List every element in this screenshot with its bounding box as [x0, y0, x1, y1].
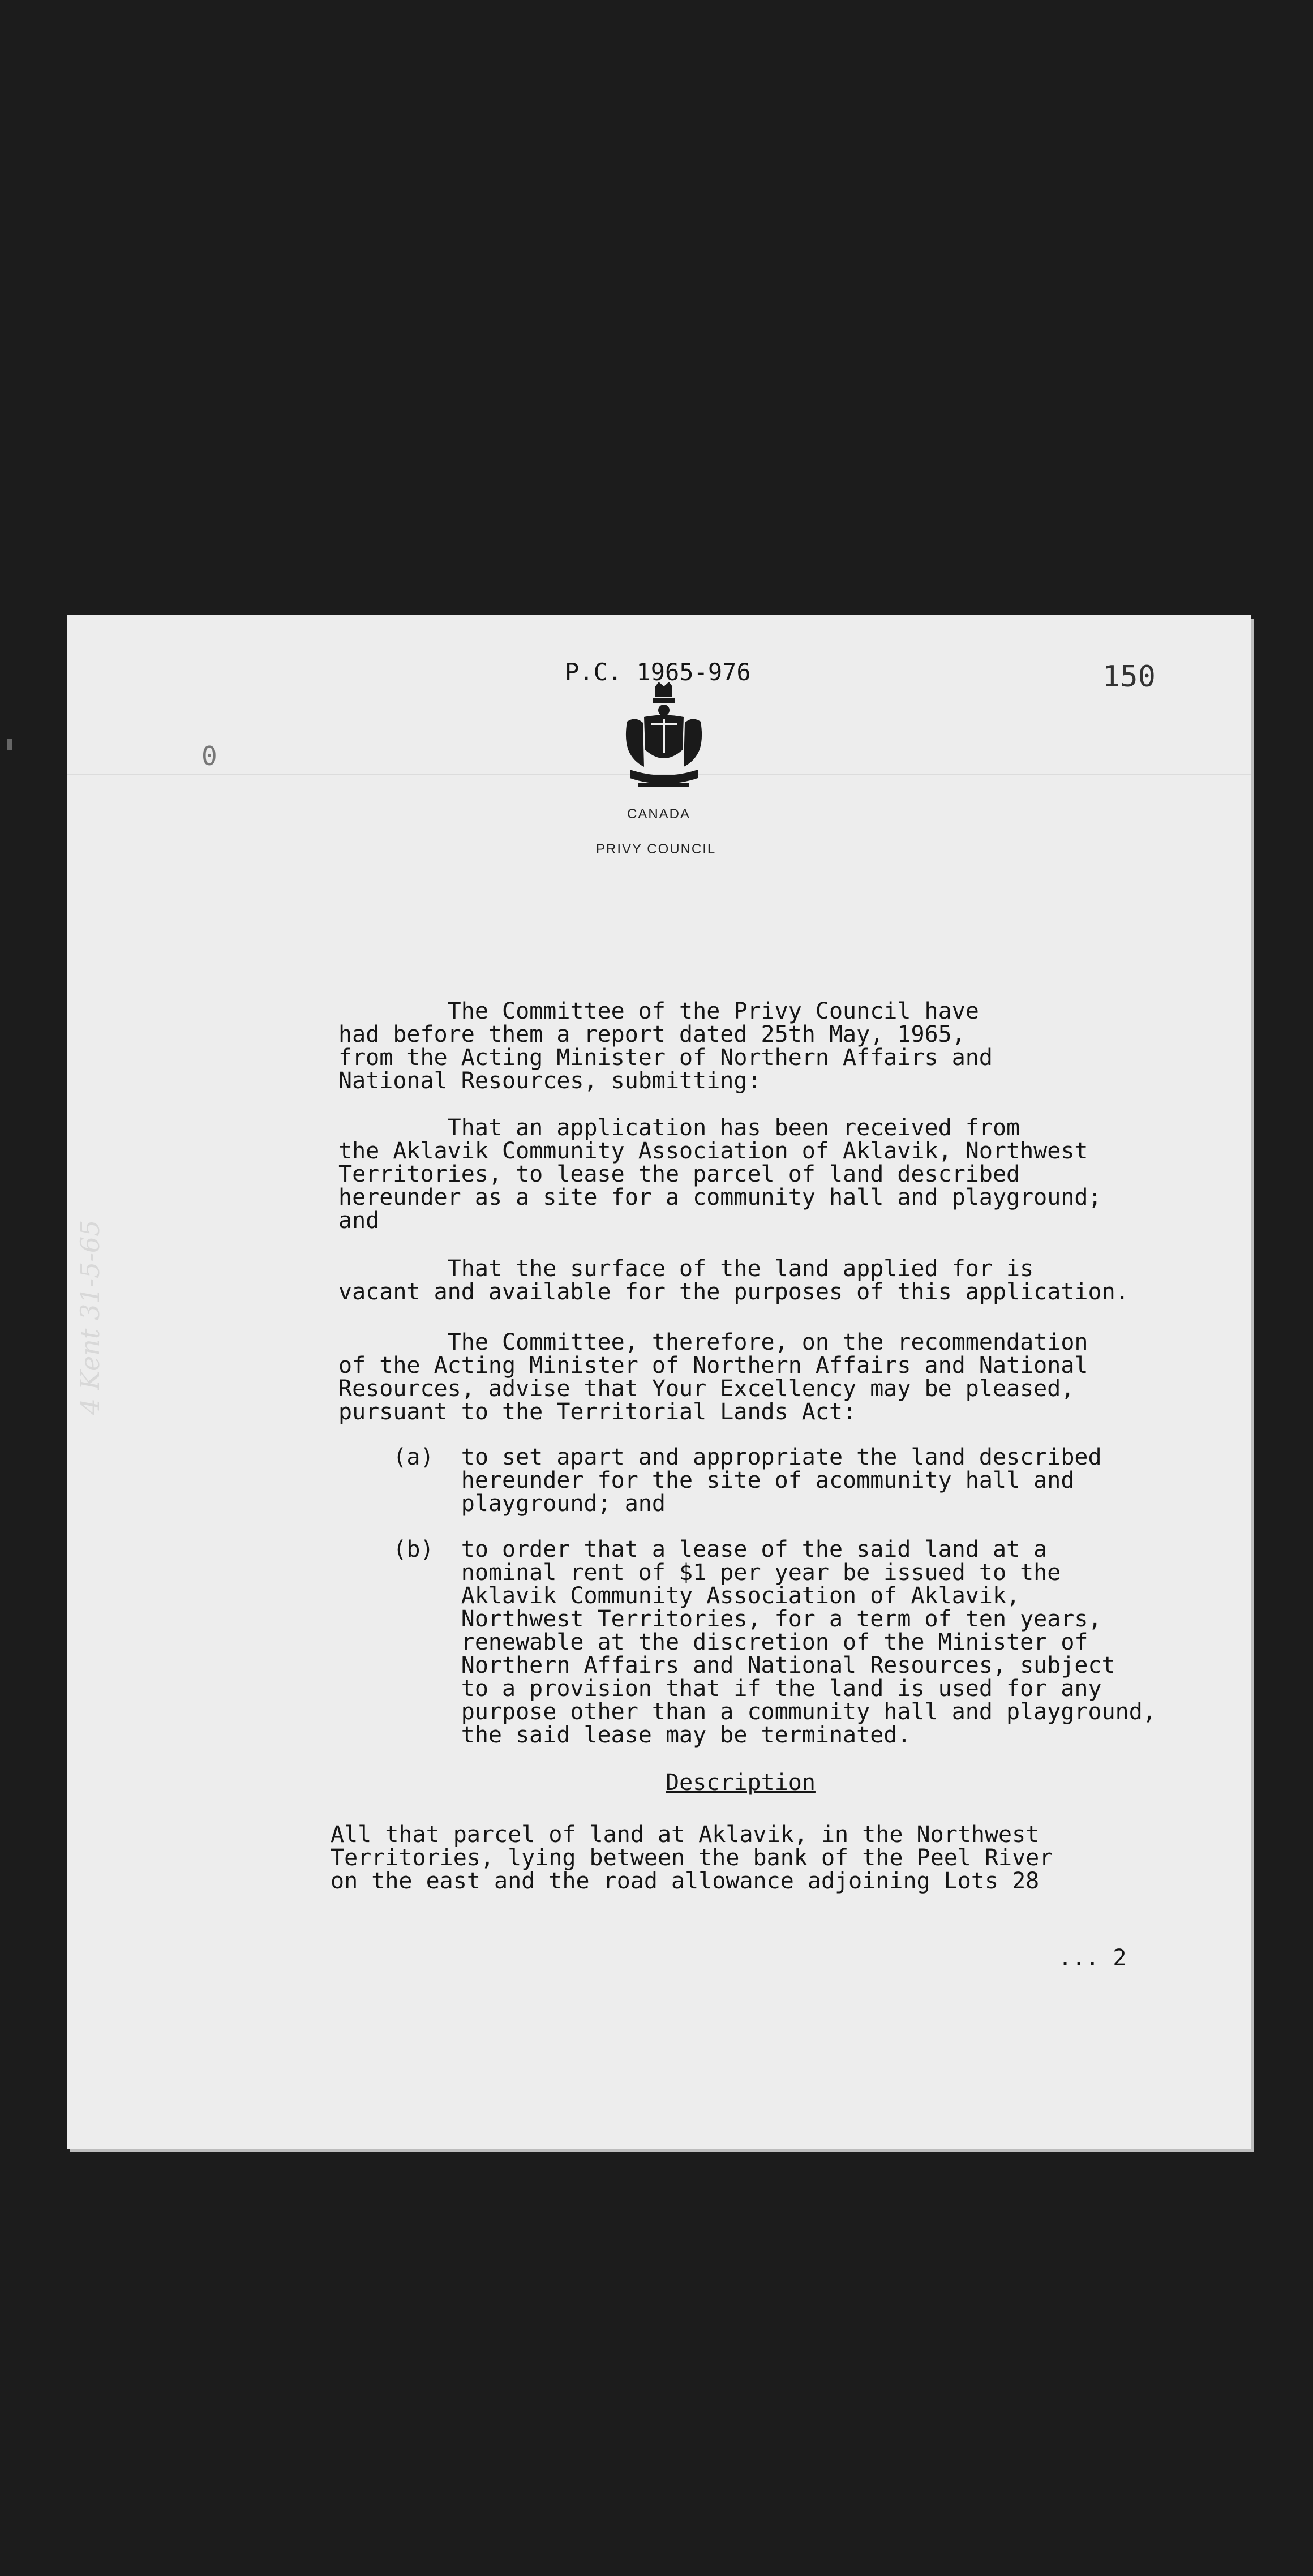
order-number: P.C. 1965-976: [565, 658, 751, 686]
coat-of-arms-icon: [621, 682, 706, 795]
paragraph-recommendation: The Committee, therefore, on the recommendation of the Acting Minister of Northern Affairs and National Resources, advise that Your Excellency may be pleased, pursuant to the Territorial Lands Act:: [338, 1329, 1088, 1425]
handwritten-margin-note: 4 Kent 31-5-65: [75, 1220, 105, 1415]
paragraph-surface: That the surface of the land applied for is vacant and available for the purposes of this application.: [338, 1256, 1129, 1305]
page-number: 150: [1102, 660, 1156, 694]
document-page: [67, 615, 1251, 2149]
clause-a: (a) to set apart and appropriate the land described hereunder for the site of acommunity hall and playground; and: [393, 1444, 1102, 1517]
paragraph-application: That an application has been received from the Aklavik Community Association of Aklavik, Northwest Territories, to lease the parcel of land described hereunder as a site for a community hall and playground; and: [338, 1115, 1102, 1234]
film-speck: [7, 739, 12, 750]
clause-b: (b) to order that a lease of the said land at a nominal rent of $1 per year be issued to the Aklavik Community Association of Aklavik, Northwest Territories, for a term of ten years, renewable at the discretion of the Minister of Northern Affairs and National Resources, subject to a provision that if the land is used for any purpose other than a community hall and playground, the said lease may be terminated.: [393, 1536, 1156, 1748]
description-heading: Description: [666, 1770, 816, 1796]
privy-council-label: PRIVY COUNCIL: [596, 842, 716, 857]
continuation-marker: ... 2: [1058, 1945, 1127, 1971]
paragraph-intro: The Committee of the Privy Council have had before them a report dated 25th May, 1965, from the Acting Minister of Northern Affairs and National Resources, submitting:: [338, 998, 993, 1094]
description-text: All that parcel of land at Aklavik, in the Northwest Territories, lying between the bank of the Peel River on the east and the road allowance adjoining Lots 28: [331, 1822, 1053, 1894]
punch-hole-icon: 0: [201, 741, 217, 771]
country-label: CANADA: [627, 806, 691, 822]
